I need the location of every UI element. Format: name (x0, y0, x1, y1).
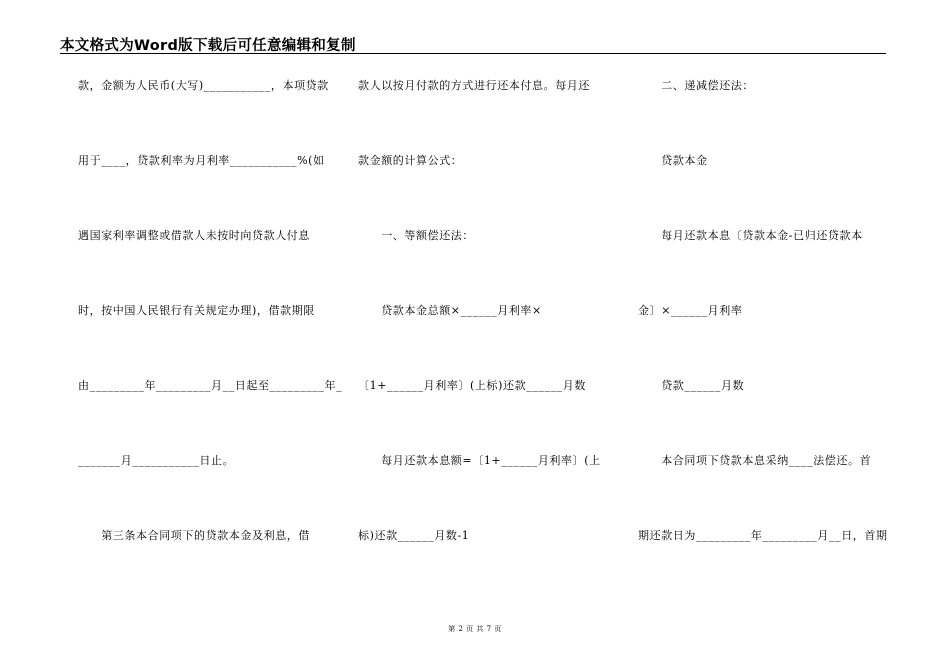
header-divider (60, 53, 886, 54)
column-3-line-6: 本合同项下贷款本息采纳____法偿还。首 (638, 454, 872, 467)
column-3-line-4: 金〕×______月利率 (638, 304, 743, 317)
column-1-line-5: 由_________年_________月__日起至_________年_ (78, 379, 343, 392)
column-2-line-7: 标)还款______月数-1 (358, 529, 470, 542)
column-3-line-7: 期还款日为_________年_________月__日，首期 (638, 529, 888, 542)
page-indicator: 第 2 页 共 7 页 (448, 625, 502, 633)
column-2-line-2: 款金额的计算公式： (358, 154, 463, 167)
column-2-line-4: 贷款本金总额×______月利率× (358, 304, 542, 317)
column-1-line-6: _______月___________日止。 (78, 454, 235, 467)
column-3-line-2: 贷款本金 (638, 154, 708, 167)
column-2-line-3: 一、等额偿还法： (358, 229, 474, 242)
column-3-line-5: 贷款______月数 (638, 379, 745, 392)
column-2-line-5: 〔1+______月利率〕(上标)还款______月数 (358, 379, 586, 392)
column-2-line-1: 款人以按月付款的方式进行还本付息。每月还 (358, 79, 590, 92)
column-1-line-3: 遇国家利率调整或借款人未按时向贷款人付息 (78, 229, 310, 242)
column-1-line-2: 用于____，贷款利率为月利率___________%(如 (78, 154, 325, 167)
document-header-title: 本文格式为Word版下载后可任意编辑和复制 (60, 38, 356, 54)
column-2-line-6: 每月还款本息额=〔1+______月利率〕(上 (358, 454, 601, 467)
column-1-line-4: 时，按中国人民银行有关规定办理)，借款期限 (78, 304, 315, 317)
column-1-line-1: 款，金额为人民币(大写)___________，本项贷款 (78, 79, 329, 92)
column-3-line-3: 每月还款本息〔贷款本金-已归还贷款本 (638, 229, 863, 242)
column-3-line-1: 二、递减偿还法： (638, 79, 754, 92)
column-1-line-7: 第三条本合同项下的贷款本金及利息，借 (78, 529, 310, 542)
